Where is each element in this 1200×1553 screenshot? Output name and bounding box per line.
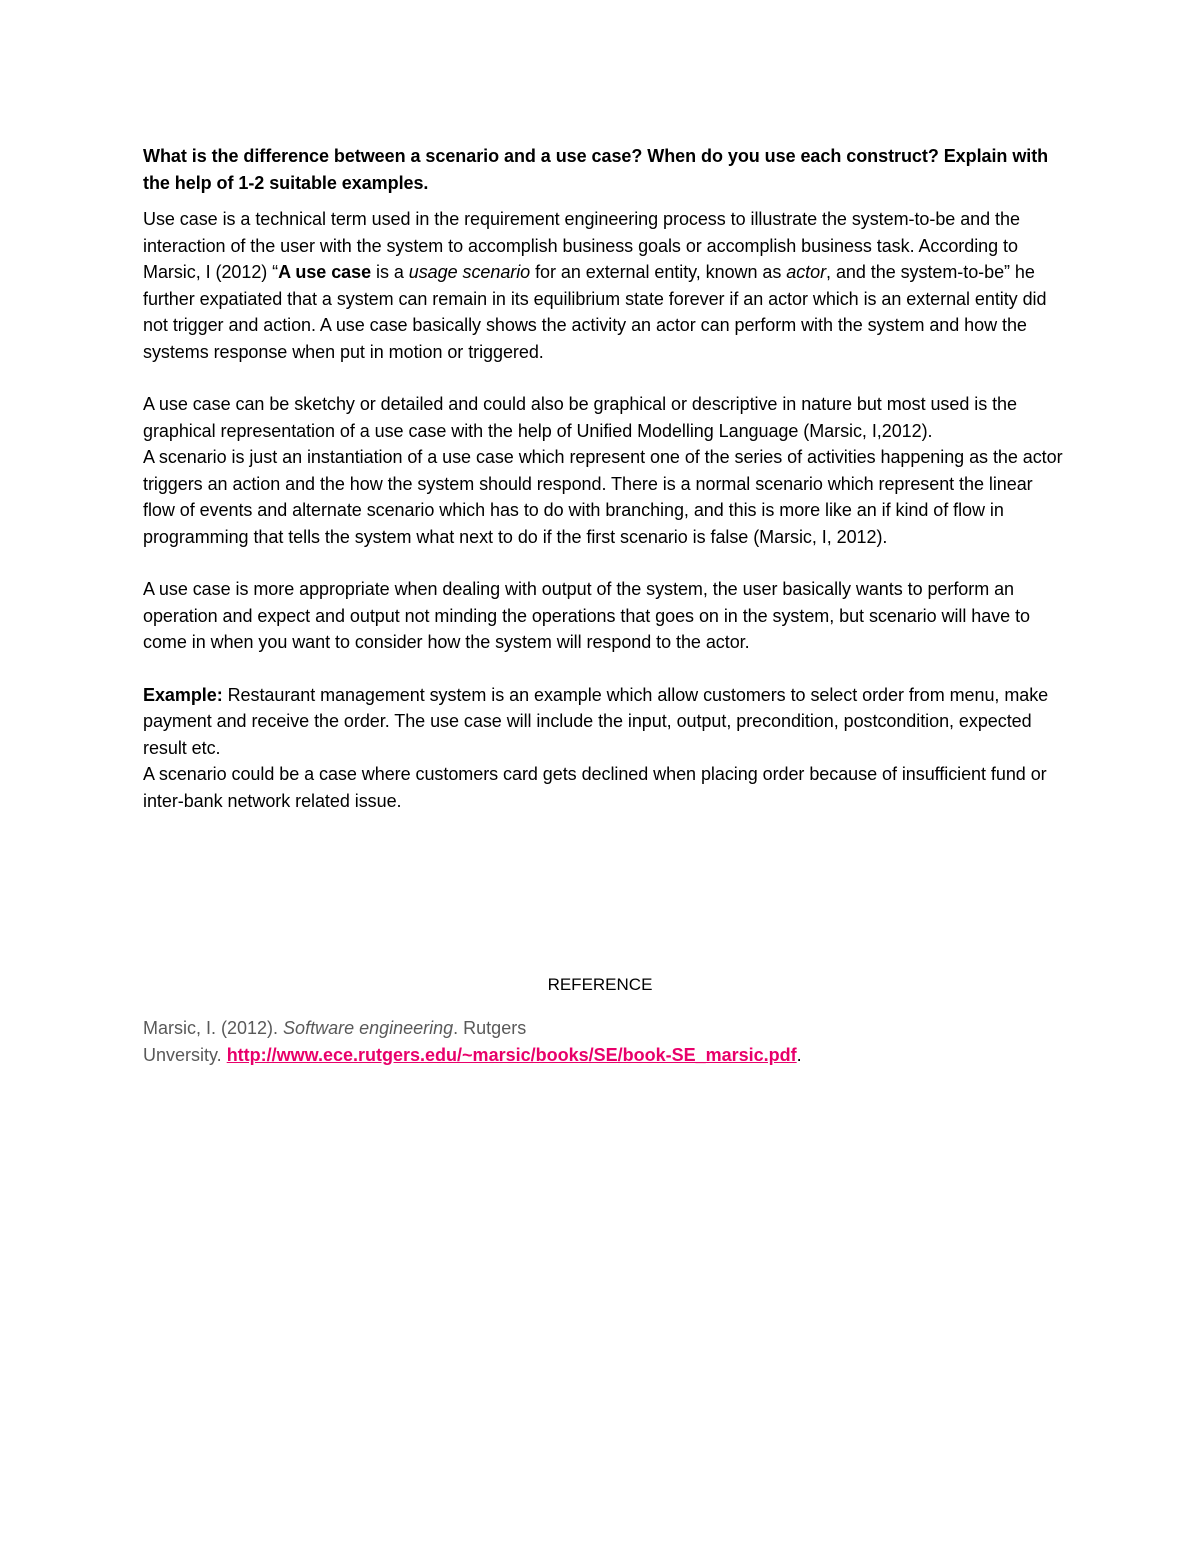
paragraph-scenario-example: A scenario could be a case where customers card gets declined when placing order because of insufficient fund or inter-bank network related issue. [143, 764, 1047, 811]
paragraph-scenario-definition: A scenario is just an instantiation of a use case which represent one of the series of activities happening as the actor triggers an action and the how the system should respond. There is a normal scenario which represent the linear flow of events and alternate scenario which has to do with branching, and this is more like an if kind of flow in programming that tells the system what next to do if the first scenario is false (Marsic, I, 2012). [143, 447, 1063, 547]
paragraph-gap [143, 550, 1068, 576]
paragraph-example [143, 682, 1068, 762]
paragraph-gap [143, 656, 1068, 682]
italic-run: usage scenario [408, 262, 531, 282]
reference-publisher-cont: Unversity. [143, 1045, 227, 1065]
text-run: is a [371, 262, 409, 282]
text-run: Use case is a technical term used in the requirement engineering process to illustrate the system-to-be and the interaction of the user with the system to accomplish business goals or accomplish business task. According to Marsic, I (2012) “ [143, 209, 1020, 282]
reference-heading: REFERENCE [547, 975, 653, 994]
reference-entry [143, 1015, 1068, 1069]
paragraph-when-to-use: A use case is more appropriate when dealing with output of the system, the user basically wants to perform an operation and expect and output not minding the operations that goes on in the system, but scenario will have to come in when you want to consider how the system will respond to the actor. [143, 579, 1030, 652]
example-text: Restaurant management system is an example which allow customers to select order from menu, make payment and receive the order. The use case will include the input, output, precondition, postcondition, expected result etc. [143, 684, 1049, 758]
reference-end: . [796, 1045, 802, 1065]
document-body [143, 143, 1068, 814]
text-run: , and the system-to-be” he further expatiated that a system can remain in its equilibrium state forever if an actor which is an external entity did not trigger and action. A use case basically shows the activity an actor can perform with the system and how the systems response when put in motion or triggered. [143, 262, 1047, 362]
reference-title: Software engineering [283, 1018, 454, 1038]
reference-publisher: . Rutgers [453, 1018, 527, 1038]
paragraph-use-case-definition [143, 206, 1068, 365]
bold-run: A use case [278, 262, 372, 282]
paragraph-gap [143, 365, 1068, 391]
text-run: for an external entity, known as [530, 262, 787, 282]
italic-run: actor [786, 262, 827, 282]
question-heading: What is the difference between a scenario and a use case? When do you use each construct? Explain with the help of 1-2 suitable examples. [143, 146, 1049, 193]
example-label: Example: [143, 684, 223, 705]
paragraph-use-case-forms: A use case can be sketchy or detailed and could also be graphical or descriptive in nature but most used is the graphical representation of a use case with the help of Unified Modelling Language (Marsic, I,2012). [143, 394, 1017, 441]
reference-author-year: Marsic, I. (2012). [143, 1018, 284, 1038]
reference-url-link[interactable]: http://www.ece.rutgers.edu/~marsic/books/SE/book-SE_marsic.pdf [226, 1045, 797, 1065]
